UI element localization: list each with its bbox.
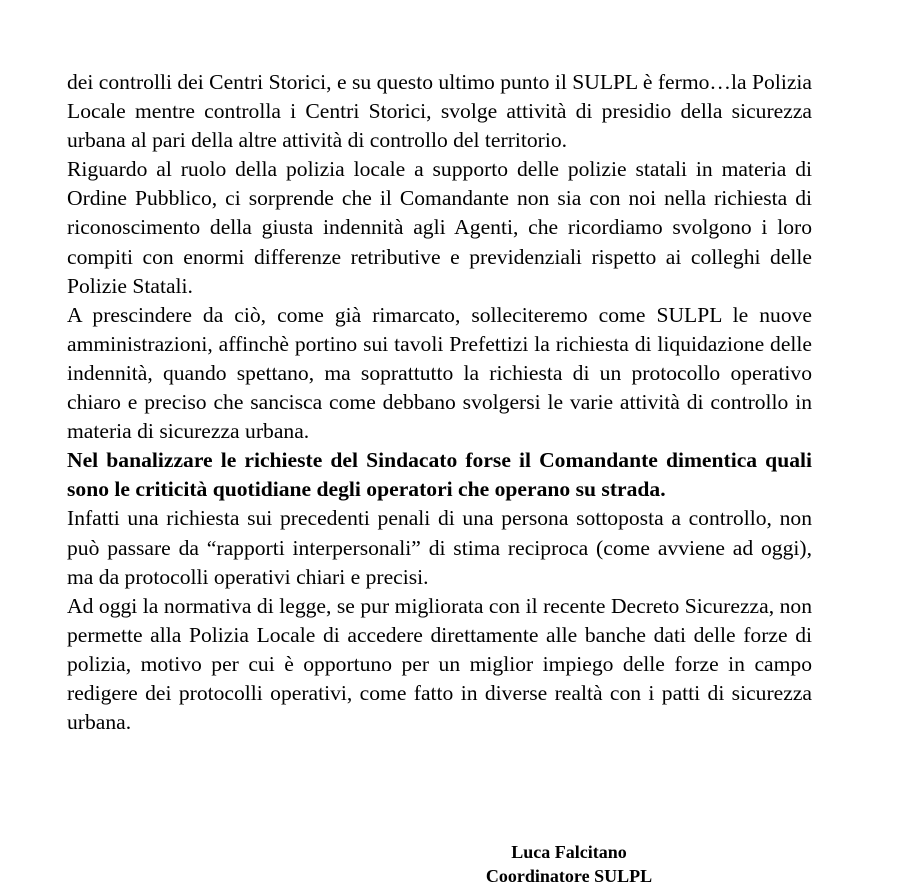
paragraph-precedenti-penali: Infatti una richiesta sui precedenti penali di una persona sottoposta a controllo, non può passare da “rapporti interpersonali” di stima reciproca (come avviene ad oggi), ma da protocolli operativi chiari e precisi. <box>67 506 812 589</box>
signature-block <box>464 840 674 888</box>
document-body <box>67 68 812 737</box>
paragraph-centri-storici: dei controlli dei Centri Storici, e su questo ultimo punto il SULPL è fermo…la Polizia Locale mentre controlla i Centri Storici, svolge attività di presidio della sicurezza urbana al pari della altre attività di controllo del territorio. <box>67 70 812 153</box>
paragraph-ordine-pubblico: Riguardo al ruolo della polizia locale a supporto delle polizie statali in materia di Ordine Pubblico, ci sorprende che il Comandante non sia con noi nella richiesta di riconoscimento della giusta indennità agli Agenti, che ricordiamo svolgono i loro compiti con enormi differenze retributive e previdenziali rispetto ai colleghi delle Polizie Statali. <box>67 157 812 298</box>
signature-role: Coordinatore SULPL <box>485 866 653 886</box>
paragraph-decreto-sicurezza: Ad oggi la normativa di legge, se pur migliorata con il recente Decreto Sicurezza, non permette alla Polizia Locale di accedere direttamente alle banche dati delle forze di polizia, motivo per cui è opportuno per un miglior impiego delle forze in campo redigere dei protocolli operativi, come fatto in diverse realtà con i patti di sicurezza urbana. <box>67 593 812 735</box>
paragraph-criticita-emphasis: Nel banalizzare le richieste del Sindacato forse il Comandante dimentica quali sono le criticità quotidiane degli operatori che operano su strada. <box>67 448 812 502</box>
signature-name: Luca Falcitano <box>511 842 627 862</box>
paragraph-amministrazioni: A prescindere da ciò, come già rimarcato, solleciteremo come SULPL le nuove amministrazioni, affinchè portino sui tavoli Prefettizi la richiesta di liquidazione delle indennità, quando spettano, ma soprattutto la richiesta di un protocollo operativo chiaro e preciso che sancisca come debbano svolgersi le varie attività di controllo in materia di sicurezza urbana. <box>67 302 812 444</box>
